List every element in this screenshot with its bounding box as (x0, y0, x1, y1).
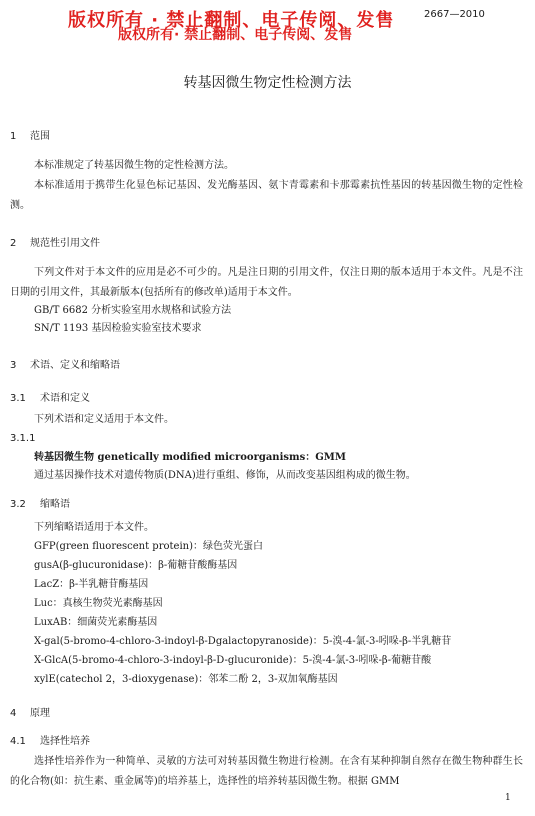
page-title: 转基因微生物定性检测方法 (183, 75, 352, 91)
document-number: 2667—2010 (424, 9, 485, 20)
watermark-bottom: 版权所有· 禁止翻制、电子传阅、发售 (118, 27, 353, 43)
section-title: 规范性引用文件 (30, 238, 100, 249)
section-3-heading (10, 356, 120, 371)
section-number: 4 (10, 708, 17, 719)
section-4-heading (10, 704, 50, 719)
paragraph: 下列术语和定义适用于本文件。 (34, 414, 174, 425)
page-number: 1 (505, 793, 511, 803)
abbreviation-item: LacZ：β-半乳糖苷酶基因 (34, 579, 149, 590)
term-entry: 转基因微生物 genetically modified microorganisms：GMM (34, 452, 346, 463)
section-number: 1 (10, 131, 17, 142)
watermark-top: 版权所有 · 禁止翻制、电子传阅、发售 (68, 10, 395, 31)
section-number: 2 (10, 238, 17, 249)
paragraph: 选择性培养作为一种简单、灵敏的方法可对转基因微生物进行检测。在含有某种抑制自然存在微生物种群生长的化合物(如：抗生素、重金属等)的培养基上，选择性的培养转基因微生物。根据 GMM (10, 756, 523, 787)
paragraph: 下列文件对于本文件的应用是必不可少的。凡是注日期的引用文件，仅注日期的版本适用于本文件。凡是不注日期的引用文件，其最新版本(包括所有的修改单)适用于本文件。 (10, 267, 523, 298)
term-definition: 通过基因操作技术对遗传物质(DNA)进行重组、修饰，从而改变基因组构成的微生物。 (34, 470, 416, 481)
abbreviation-item: gusA(β-glucuronidase)：β-葡糖苷酸酶基因 (34, 560, 238, 571)
section-1-heading (10, 127, 50, 142)
section-title: 选择性培养 (40, 736, 90, 747)
subsection-3-1-1-number: 3.1.1 (10, 433, 36, 444)
abbreviation-item: LuxAB：细菌荧光素酶基因 (34, 617, 158, 628)
section-title: 范围 (30, 131, 50, 142)
paragraph: 本标准适用于携带生化显色标记基因、发光酶基因、氨卞青霉素和卡那霉素抗性基因的转基因微生物的定性检测。 (10, 180, 523, 211)
section-number: 3.1 (10, 393, 26, 404)
reference-item: GB/T 6682 分析实验室用水规格和试验方法 (34, 305, 232, 316)
section-title: 术语、定义和缩略语 (30, 360, 120, 371)
section-title: 术语和定义 (40, 393, 90, 404)
section-title: 原理 (30, 708, 50, 719)
abbreviation-item: Luc：真核生物荧光素酶基因 (34, 598, 163, 609)
abbreviation-item: X-gal(5-bromo-4-chloro-3-indoyl-β-Dgalactopyranoside)：5-溴-4-氯-3-吲哚-β-半乳糖苷 (34, 636, 452, 647)
abbreviation-item: X-GlcA(5-bromo-4-chloro-3-indoyl-β-D-glucuronide)：5-溴-4-氯-3-吲哚-β-葡糖苷酸 (34, 655, 432, 666)
subsection-4-1-heading (10, 732, 90, 747)
section-number: 3.2 (10, 499, 26, 510)
section-number: 3 (10, 360, 17, 371)
paragraph: 本标准规定了转基因微生物的定性检测方法。 (34, 160, 234, 171)
abbreviation-item: xylE(catechol 2，3-dioxygenase)：邻苯二酚 2，3-双加氧酶基因 (34, 674, 338, 685)
section-title: 缩略语 (40, 499, 70, 510)
paragraph: 下列缩略语适用于本文件。 (34, 522, 154, 533)
subsection-3-1-heading (10, 389, 90, 404)
reference-item: SN/T 1193 基因检验实验室技术要求 (34, 323, 202, 334)
section-2-heading (10, 234, 100, 249)
abbreviation-item: GFP(green fluorescent protein)：绿色荧光蛋白 (34, 541, 263, 552)
section-number: 4.1 (10, 736, 26, 747)
subsection-3-2-heading (10, 495, 70, 510)
